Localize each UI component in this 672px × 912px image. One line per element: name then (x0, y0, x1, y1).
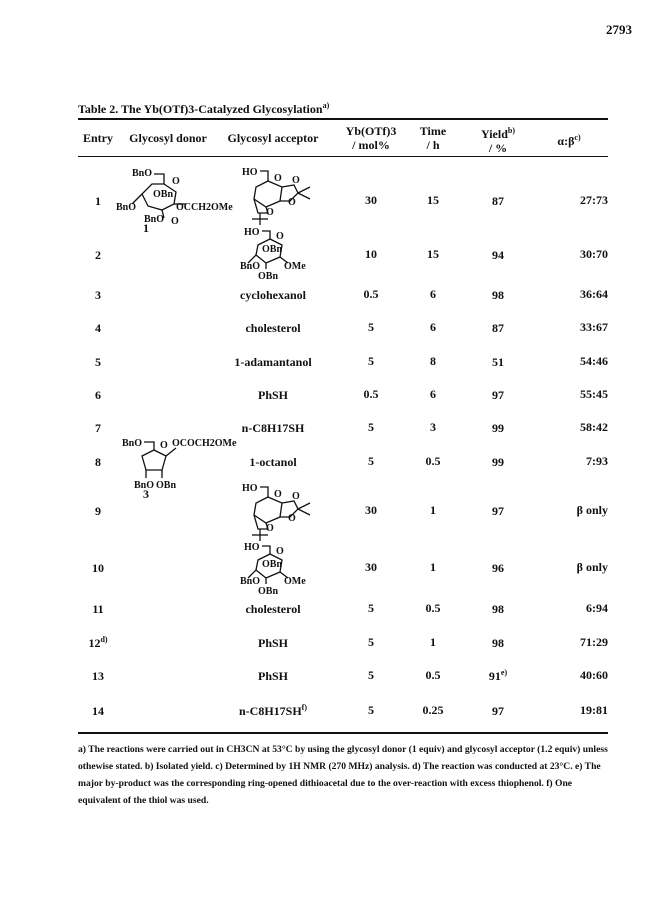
row-yield (470, 601, 526, 617)
row-acceptor (218, 703, 328, 719)
row-ratio: 7:93 (586, 454, 608, 468)
row-ratio: 58:42 (580, 420, 608, 434)
d1-group-3: BnO (116, 202, 137, 213)
acceptor-value: PhSH (257, 388, 288, 402)
row-yield (470, 668, 526, 684)
entry-value: 13 (92, 669, 104, 683)
row-acceptor (218, 601, 328, 617)
acc9-group-4: O (266, 523, 274, 534)
yield-value: 97 (492, 704, 504, 718)
row-entry (78, 420, 118, 436)
row-yield (470, 387, 526, 403)
row-time: 3 (430, 420, 436, 434)
header-ratio (530, 131, 608, 148)
row-ratio: 33:67 (580, 320, 608, 334)
entry-note: d) (100, 635, 108, 644)
acceptor-value: n-C8H17SH (238, 704, 302, 718)
yield-value: 96 (492, 561, 504, 575)
acc10-group-5: OBn (258, 586, 279, 597)
row-ratio: 36:64 (580, 287, 608, 301)
d1-group-6: O (171, 216, 179, 227)
acc9-group-3: O (288, 513, 296, 524)
yield-value: 97 (492, 504, 504, 518)
row-yb: 5 (368, 320, 374, 334)
donor-3-label: 3 (143, 487, 149, 501)
acc10-group-2: OBn (262, 559, 283, 570)
row-ratio: 71:29 (580, 635, 608, 649)
header-time-l2: / h (426, 138, 440, 152)
acc1-group-0: HO (242, 167, 258, 178)
donor-3-structure (116, 434, 237, 491)
acceptor-value: 1-adamantanol (234, 355, 312, 369)
d1-group-1: O (172, 176, 180, 187)
acceptor-note: f) (301, 703, 307, 712)
acc1-group-4: O (266, 207, 274, 218)
acceptor-gluco-structure-10 (240, 540, 332, 596)
table-caption (78, 101, 329, 117)
entry-value: 14 (92, 704, 104, 718)
yield-value: 99 (492, 455, 504, 469)
entry-value: 11 (92, 602, 104, 616)
row-entry (78, 247, 118, 263)
yield-value: 98 (492, 288, 504, 302)
row-acceptor (218, 668, 328, 684)
row-yield (470, 420, 526, 436)
row-acceptor (218, 354, 328, 370)
yield-value: 97 (492, 388, 504, 402)
yield-value: 99 (492, 421, 504, 435)
row-yb: 5 (368, 601, 374, 615)
row-yb: 30 (365, 503, 377, 517)
yield-value: 94 (492, 248, 504, 262)
header-ybotf-l1: Yb(OTf)3 (345, 124, 397, 138)
header-entry: Entry (83, 131, 113, 145)
row-time: 1 (430, 560, 436, 574)
row-time: 1 (430, 503, 436, 517)
row-acceptor (218, 320, 328, 336)
acceptor-value: 1-octanol (249, 455, 297, 469)
row-yb: 5 (368, 635, 374, 649)
row-ratio: 40:60 (580, 668, 608, 682)
row-yb: 5 (368, 454, 374, 468)
row-yb: 0.5 (363, 387, 379, 401)
row-time: 8 (430, 354, 436, 368)
acceptor-value: n-C8H17SH (241, 421, 305, 435)
d3-group-2: OCOCH2OMe (172, 438, 237, 449)
row-entry (78, 503, 118, 519)
row-time: 0.5 (425, 668, 441, 682)
row-ratio: β only (576, 503, 608, 517)
row-time: 15 (427, 193, 439, 207)
entry-value: 1 (95, 194, 101, 208)
donor-1-structure (116, 164, 233, 236)
page-number: 2793 (606, 22, 632, 37)
entry-value: 7 (95, 421, 101, 435)
acc10-group-0: HO (244, 542, 260, 553)
header-acceptor: Glycosyl acceptor (227, 131, 319, 145)
header-yield-l1 (470, 124, 526, 141)
row-time: 0.5 (425, 454, 441, 468)
row-entry (78, 560, 118, 576)
row-yb: 30 (365, 193, 377, 207)
acceptor-galacto-structure-9 (238, 479, 330, 549)
d1-group-2: OBn (153, 189, 174, 200)
entry-value: 12 (88, 636, 101, 650)
row-entry (78, 454, 118, 470)
row-acceptor (218, 387, 328, 403)
row-yield (470, 354, 526, 370)
entry-value: 6 (95, 388, 101, 402)
table-footnotes: a) The reactions were carried out in CH3CN at 53°C by using the glycosyl donor (1 equiv) and glycosyl acceptor (1.2 equiv) unless othewise stated. b) Isolated yield. c) Determined by 1H NMR (270 MHz) analysis. d) The reaction was conducted at 23°C. e) The major by-product was the corresponding ring-opened dithioacetal due to the over-reaction with excess thiophenol. f) One equivalent of the thiol was used. (78, 744, 608, 806)
row-entry (78, 635, 118, 651)
row-entry (78, 387, 118, 403)
row-time: 15 (427, 247, 439, 261)
row-yield (470, 193, 526, 209)
row-acceptor (218, 420, 328, 436)
acceptor-value: cholesterol (245, 602, 301, 616)
yield-value: 98 (492, 636, 504, 650)
d1-group-5: BnO (144, 214, 165, 225)
row-yb: 5 (368, 703, 374, 717)
acceptor-value: PhSH (257, 669, 288, 683)
acc1-group-2: O (292, 175, 300, 186)
row-ratio: 27:73 (580, 193, 608, 207)
acceptor-value: cholesterol (245, 321, 301, 335)
row-yield (470, 247, 526, 263)
row-entry (78, 703, 118, 719)
row-entry (78, 601, 118, 617)
entry-value: 8 (95, 455, 101, 469)
row-yb: 30 (365, 560, 377, 574)
acc9-group-0: HO (242, 483, 258, 494)
yield-value: 98 (492, 602, 504, 616)
yield-note: e) (500, 668, 508, 677)
d1-group-0: BnO (132, 168, 153, 179)
yield-value: 91 (488, 669, 501, 683)
header-donor: Glycosyl donor (129, 131, 207, 145)
acc10-group-3: BnO (240, 576, 261, 587)
row-acceptor (218, 635, 328, 651)
row-time: 0.25 (422, 703, 444, 717)
d3-group-0: BnO (122, 438, 143, 449)
caption-note: a) (322, 101, 330, 110)
acc2-group-4: OMe (284, 261, 306, 272)
row-yb: 0.5 (363, 287, 379, 301)
entry-value: 5 (95, 355, 101, 369)
acc10-group-1: O (276, 546, 284, 557)
row-yield (470, 287, 526, 303)
row-time: 6 (430, 387, 436, 401)
d3-group-3: BnO (134, 480, 155, 491)
row-time: 6 (430, 320, 436, 334)
header-yield-l2: / % (488, 141, 508, 155)
yield-value: 51 (492, 355, 504, 369)
row-yb: 5 (368, 420, 374, 434)
row-ratio: β only (576, 560, 608, 574)
row-ratio: 19:81 (580, 703, 608, 717)
row-time: 6 (430, 287, 436, 301)
row-ratio: 54:46 (580, 354, 608, 368)
acc9-group-2: O (292, 491, 300, 502)
entry-value: 2 (95, 248, 101, 262)
header-time-l1: Time (419, 124, 447, 138)
acceptor-galacto-structure-1 (238, 163, 330, 233)
entry-value: 4 (95, 321, 101, 335)
row-acceptor (218, 454, 328, 470)
entry-value: 3 (95, 288, 101, 302)
acc2-group-5: OBn (258, 271, 279, 282)
row-yield (470, 635, 526, 651)
row-yield (470, 560, 526, 576)
row-yield (470, 320, 526, 336)
header-ratio-note: c) (574, 133, 581, 142)
row-yb: 10 (365, 247, 377, 261)
header-ybotf (340, 124, 402, 152)
header-yield (470, 124, 526, 155)
header-yield-text: Yield (480, 127, 508, 141)
d1-group-4: OCCH2OMe (176, 202, 233, 213)
acceptor-gluco-structure-2 (240, 225, 332, 281)
row-entry (78, 354, 118, 370)
row-acceptor (218, 287, 328, 303)
acc9-group-1: O (274, 489, 282, 500)
acc2-group-0: HO (244, 227, 260, 238)
entry-value: 10 (92, 561, 104, 575)
header-ybotf-l2: / mol% (352, 138, 390, 152)
row-ratio: 55:45 (580, 387, 608, 401)
acc2-group-1: O (276, 231, 284, 242)
header-yield-note: b) (507, 126, 515, 135)
entry-value: 9 (95, 504, 101, 518)
table-header-rule (78, 156, 608, 157)
row-time: 1 (430, 635, 436, 649)
yield-value: 87 (492, 321, 504, 335)
acc1-group-3: O (288, 197, 296, 208)
d3-group-1: O (160, 440, 168, 451)
acc2-group-2: OBn (262, 244, 283, 255)
acc10-group-4: OMe (284, 576, 306, 587)
row-ratio: 30:70 (580, 247, 608, 261)
donor-1-label: 1 (143, 221, 149, 235)
acceptor-value: cyclohexanol (240, 288, 306, 302)
row-entry (78, 193, 118, 209)
row-entry (78, 287, 118, 303)
table-top-rule (78, 118, 608, 120)
acc2-group-3: BnO (240, 261, 261, 272)
table-bottom-rule (78, 732, 608, 734)
yield-value: 87 (492, 194, 504, 208)
row-yield (470, 454, 526, 470)
row-yield (470, 703, 526, 719)
row-entry (78, 320, 118, 336)
acceptor-value: PhSH (257, 636, 288, 650)
row-yield (470, 503, 526, 519)
caption-text: Table 2. The Yb(OTf)3-Catalyzed Glycosylation (78, 102, 323, 116)
row-ratio: 6:94 (586, 601, 608, 615)
header-time (405, 124, 461, 152)
row-yb: 5 (368, 668, 374, 682)
row-entry (78, 668, 118, 684)
header-ratio-text: α:β (557, 134, 575, 148)
row-yb: 5 (368, 354, 374, 368)
row-time: 0.5 (425, 601, 441, 615)
acc1-group-1: O (274, 173, 282, 184)
d3-group-4: OBn (156, 480, 177, 491)
